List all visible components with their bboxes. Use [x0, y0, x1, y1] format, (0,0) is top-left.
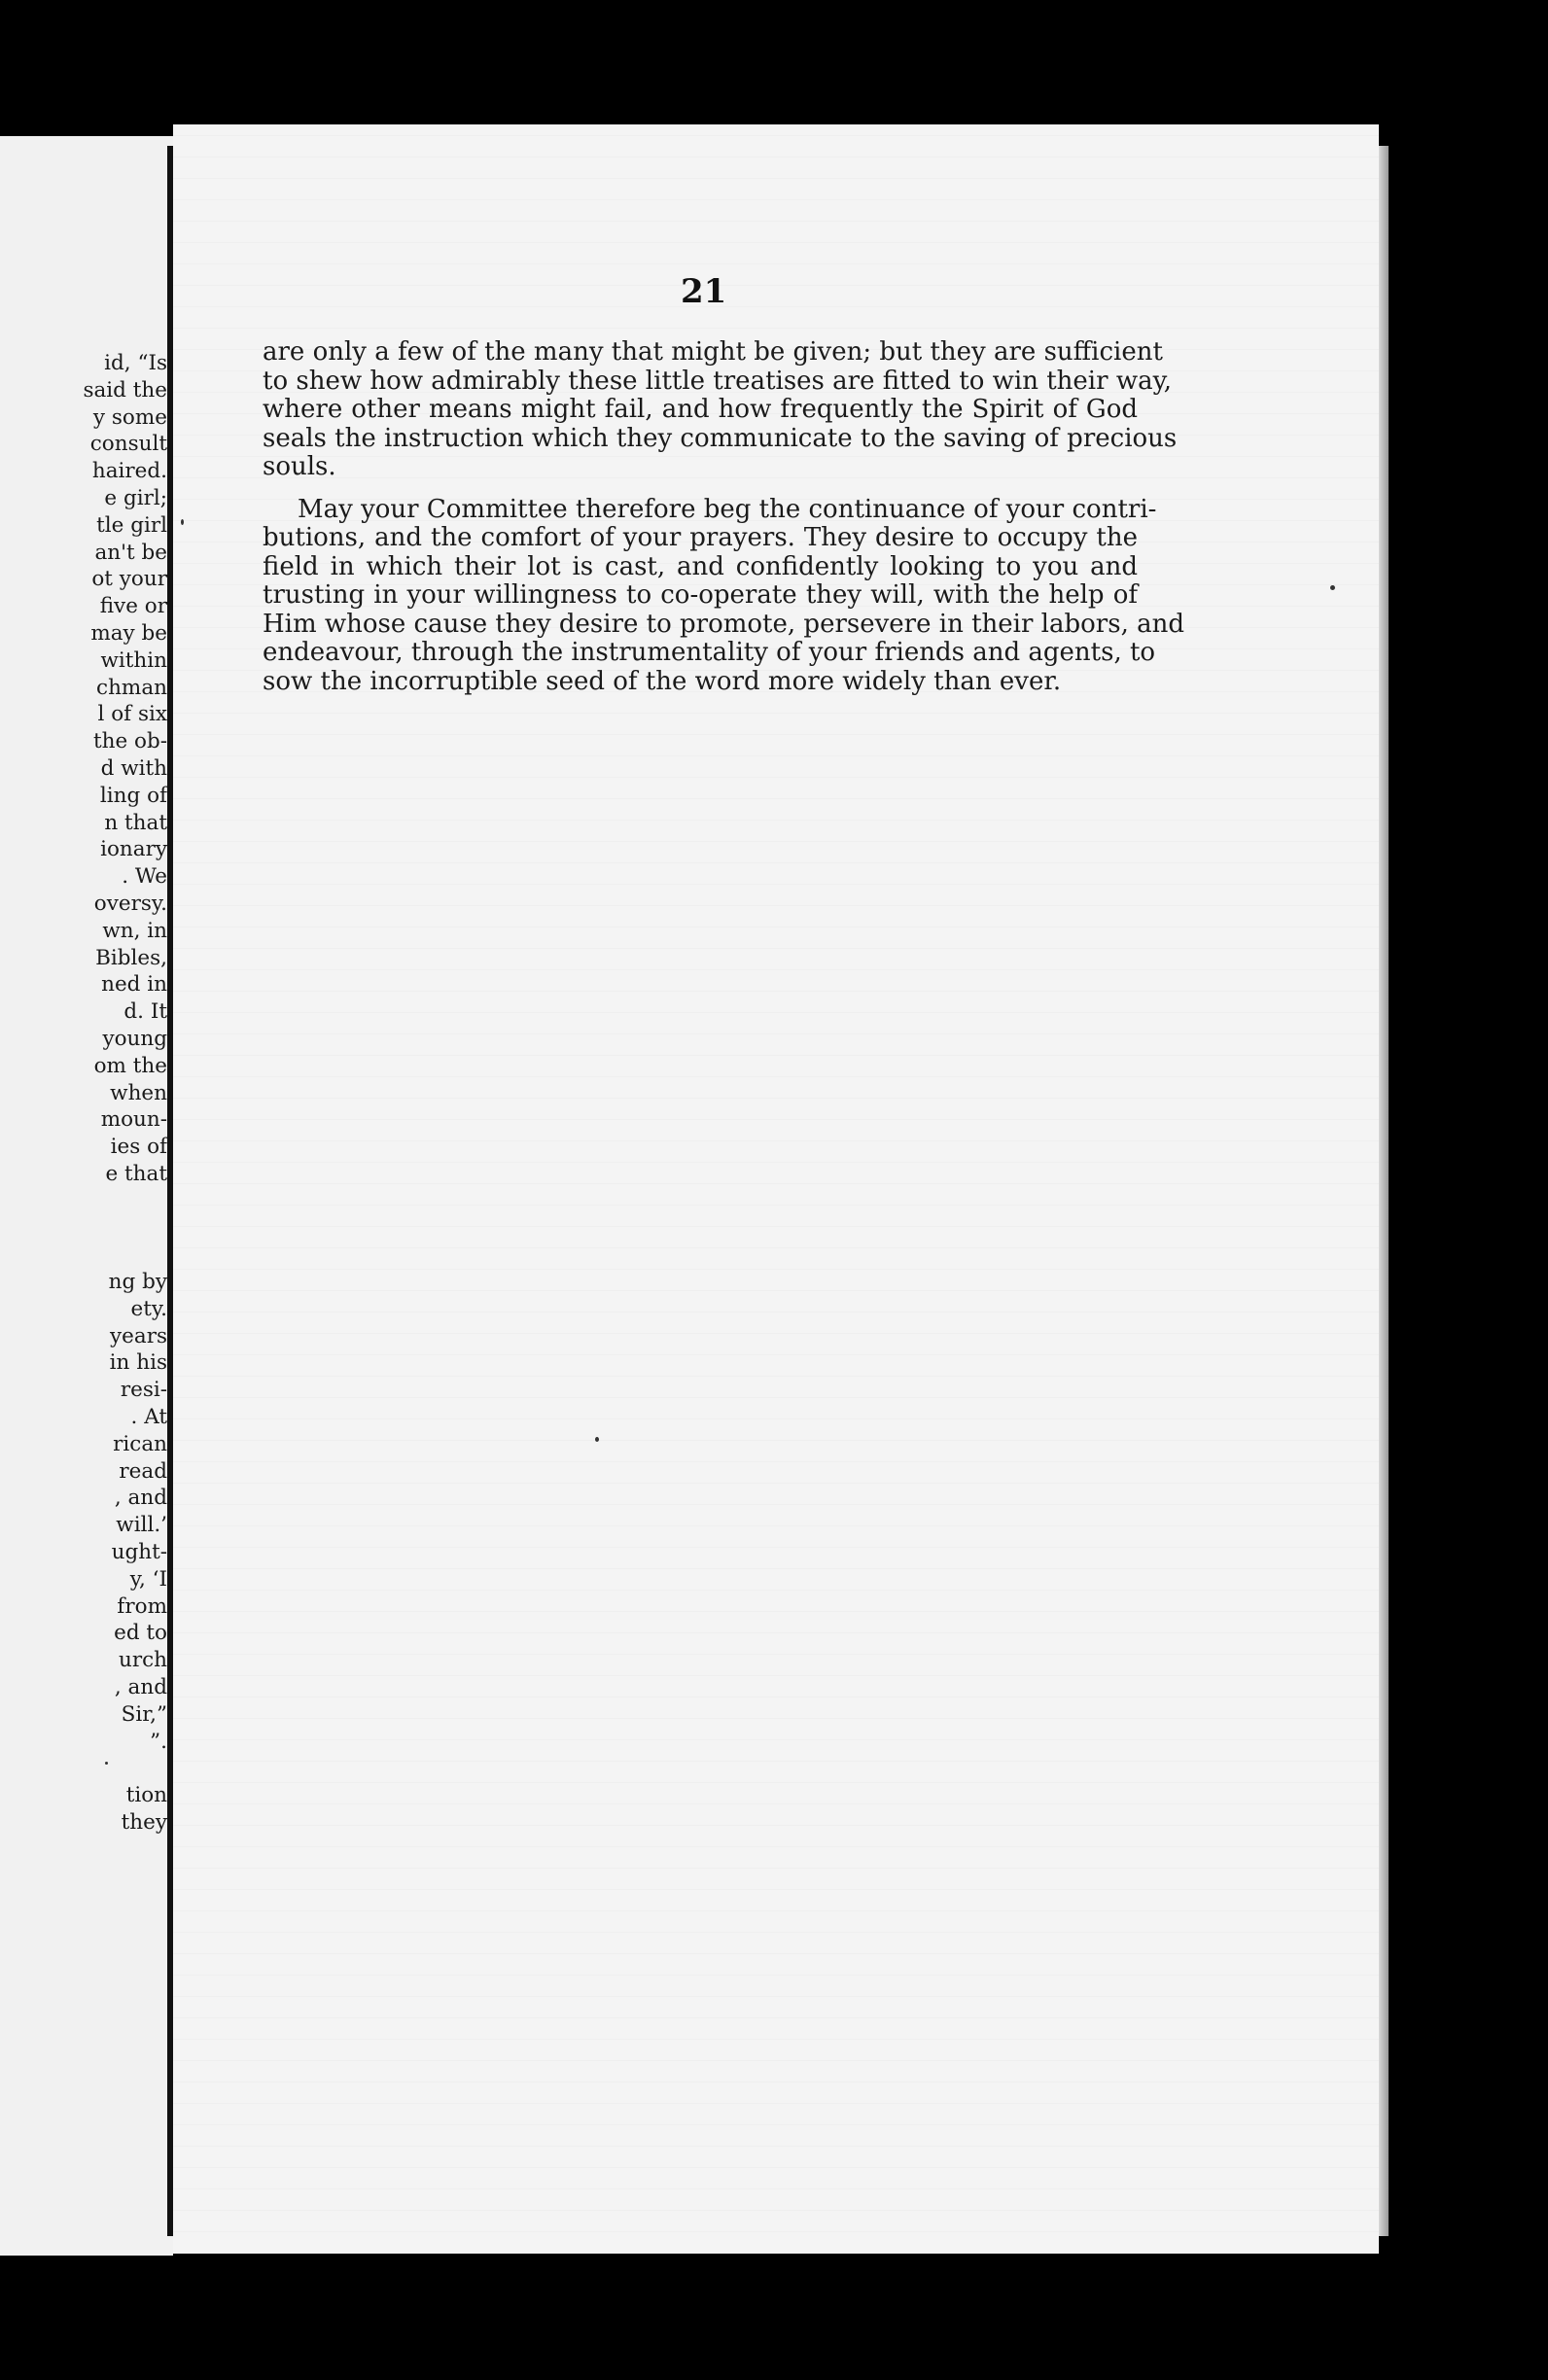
left-page-line: tion — [125, 1783, 167, 1808]
text-line: May your Committee therefore beg the continuance of your contri- — [298, 494, 1157, 524]
left-page-line: an't be — [94, 540, 167, 565]
left-page-line: consult — [89, 432, 167, 457]
left-page-line: l of six — [97, 702, 167, 727]
left-page-line: wn, in — [102, 918, 167, 943]
left-page-line — [83, 1755, 167, 1782]
left-page-line: in his — [109, 1350, 167, 1376]
left-page-line: ionary — [100, 837, 167, 862]
left-page-line: . We — [122, 864, 167, 890]
page-number: 21 — [681, 272, 727, 311]
left-page-line: ned in — [101, 972, 167, 998]
text-line: Him whose cause they desire to promote, persevere in their labors, and — [263, 609, 1184, 639]
scan-speck — [105, 1762, 108, 1765]
left-page-line: ot your — [91, 567, 167, 592]
left-page-line: the ob- — [92, 729, 167, 754]
left-page-line: they — [121, 1810, 167, 1836]
left-page-line: chman — [96, 675, 167, 700]
left-page-line: ling of — [99, 783, 167, 808]
left-page-line: d. It — [123, 999, 167, 1025]
left-page-line: , and — [114, 1486, 167, 1511]
text-line: where other means might fail, and how frequently the Spirit of God — [263, 395, 1138, 424]
left-page-line: Bibles, — [95, 945, 167, 970]
left-page-line: y, ‘I — [129, 1566, 167, 1592]
left-page-line: ng by — [108, 1270, 167, 1295]
left-page-line: id, “Is — [104, 351, 167, 375]
left-page-line: said the — [83, 377, 167, 402]
text-line: to shew how admirably these little treatises are fitted to win their way, — [263, 366, 1173, 396]
left-page-line: when — [110, 1080, 167, 1105]
scan-speck — [1330, 585, 1335, 590]
left-page-line: ”. — [150, 1729, 167, 1754]
left-page-line — [83, 1242, 167, 1269]
paragraph-2 — [263, 494, 1184, 697]
left-page-line: e that — [105, 1161, 167, 1186]
text-line: trusting in your willingness to co-operate they will, with the help of — [263, 580, 1138, 610]
text-line: butions, and the comfort of your prayers. They desire to occupy the — [263, 523, 1138, 552]
left-page-line: ies of — [110, 1135, 167, 1160]
left-page-line — [83, 1215, 167, 1242]
left-page-text — [83, 350, 167, 1837]
left-page-line: urch — [118, 1648, 167, 1673]
left-page-line: will.’ — [116, 1513, 167, 1538]
left-page-line: may be — [90, 620, 167, 646]
left-page-line: . At — [130, 1405, 167, 1430]
paragraph-1 — [263, 337, 1178, 482]
left-page-line: rican — [113, 1431, 167, 1456]
text-line: sow the incorruptible seed of the word more widely than ever. — [263, 666, 1062, 696]
left-page-line: ed to — [114, 1621, 167, 1646]
left-page-line: young — [102, 1026, 167, 1051]
left-page-line: y some — [92, 404, 167, 430]
left-page-line — [83, 1188, 167, 1215]
left-page-line: moun- — [100, 1107, 167, 1133]
left-page-line: years — [110, 1323, 167, 1348]
text-line: are only a few of the many that might be given; but they are sufficient — [263, 337, 1163, 367]
left-page-line: om the — [93, 1053, 167, 1078]
left-page-line: haired. — [91, 459, 167, 484]
left-page-line: ught- — [111, 1540, 167, 1565]
left-page-line: ety. — [130, 1296, 167, 1321]
text-line: seals the instruction which they communicate to the saving of precious — [263, 423, 1178, 453]
left-page-line: within — [100, 648, 167, 673]
left-page-line: oversy. — [93, 891, 167, 916]
left-page-line: d with — [100, 755, 167, 781]
left-page-line: tle girl — [96, 512, 167, 538]
left-page-line: e girl; — [104, 485, 167, 510]
left-page-line: , and — [114, 1675, 167, 1700]
left-page-line: read — [119, 1458, 167, 1484]
left-page-line: from — [117, 1593, 167, 1619]
left-page-fragment — [0, 136, 173, 2256]
left-page-line: resi- — [120, 1378, 167, 1403]
body-text — [263, 337, 1184, 696]
text-line: souls. — [263, 452, 336, 481]
left-page-line: Sir,” — [121, 1701, 167, 1727]
scan-speck — [181, 519, 184, 525]
left-page-line: five or — [99, 594, 167, 619]
left-page-line: n that — [104, 810, 167, 835]
text-line: endeavour, through the instrumentality of your friends and agents, to — [263, 638, 1156, 667]
scan-speck — [595, 1437, 599, 1442]
text-line: field in which their lot is cast, and confidently looking to you and — [263, 551, 1138, 581]
page-edge — [1379, 146, 1389, 2236]
